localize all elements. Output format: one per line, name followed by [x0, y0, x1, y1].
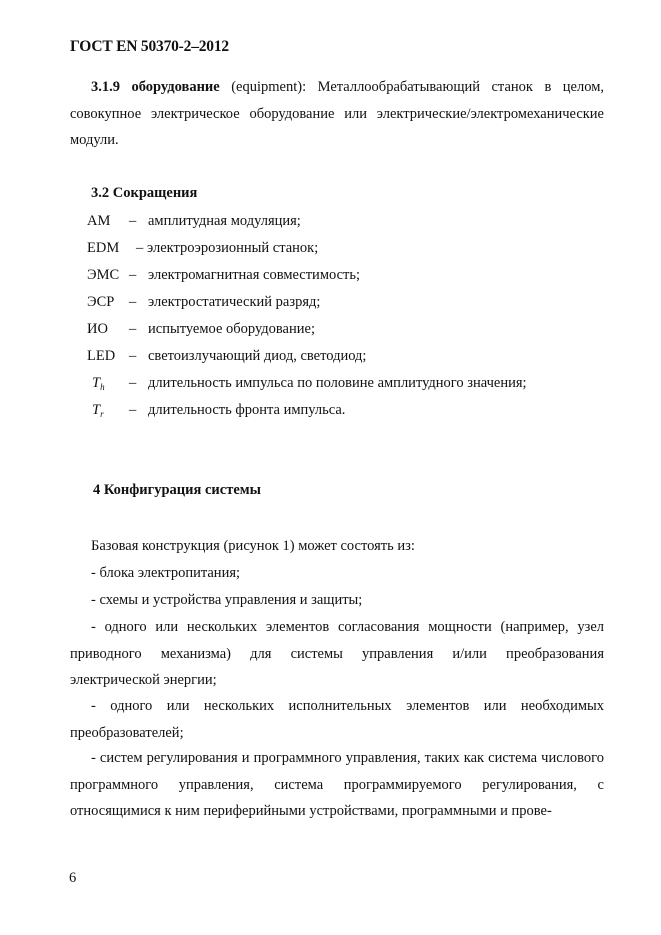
- abbreviation-term: ИО: [87, 321, 108, 337]
- abbreviation-dash: –: [136, 240, 144, 256]
- abbreviation-dash: –: [129, 267, 137, 283]
- definition-text-rest: совокупное электрическое оборудование или электрические/электромеханические модули.: [70, 105, 604, 148]
- abbreviation-dash: –: [129, 294, 137, 310]
- abbreviation-dash: –: [129, 348, 137, 364]
- definition-number: 3.1.9: [91, 79, 120, 95]
- list-item: - одного или нескольких исполнительных элементов или необходимых преобразователей;: [70, 698, 604, 741]
- abbreviation-definition: светоизлучающий диод, светодиод;: [148, 348, 367, 364]
- abbreviation-definition: электромагнитная совместимость;: [148, 267, 361, 283]
- abbreviation-definition: длительность фронта импульса.: [148, 402, 346, 418]
- abbreviation-dash: –: [129, 402, 137, 418]
- abbreviation-definition: испытуемое оборудование;: [148, 321, 315, 337]
- abbreviation-term: ЭМС: [87, 267, 120, 283]
- abbreviation-term: LED: [87, 348, 116, 364]
- list-item: - одного или нескольких элементов согласования мощности (например, узел приводного механизма) для системы управления и/или преобразования электрической энергии;: [70, 619, 604, 688]
- list-item: - блока электропитания;: [91, 565, 241, 581]
- abbreviation-term: $T_r$: [92, 402, 104, 419]
- abbreviations-title: 3.2 Сокращения: [91, 185, 198, 201]
- definition-text-line1: Металлообрабатывающий станок в целом,: [317, 79, 604, 95]
- section-4-intro: Базовая конструкция (рисунок 1) может состоять из:: [91, 538, 415, 554]
- abbreviation-definition: амплитудная модуляция;: [148, 213, 301, 229]
- abbreviation-term: $T_h$: [92, 375, 105, 392]
- definition-term: оборудование: [131, 79, 220, 95]
- abbreviation-term: AM: [87, 213, 111, 229]
- abbreviation-definition: электроэрозионный станок;: [147, 240, 319, 256]
- abbreviation-definition: электростатический разряд;: [148, 294, 321, 310]
- list-item: - схемы и устройства управления и защиты;: [91, 592, 363, 608]
- definition-paragraph: [70, 74, 604, 154]
- section-4-title: 4 Конфигурация системы: [93, 482, 261, 498]
- list-item: - систем регулирования и программного управления, таких как система числового программного управления, система программируемого регулирования, с относящимися к ним периферийными устройствами, программными и прове-: [70, 750, 604, 819]
- definition-english: (equipment):: [231, 79, 307, 95]
- document-header: ГОСТ EN 50370-2–2012: [70, 38, 229, 55]
- page-number: 6: [69, 870, 77, 886]
- abbreviation-term: ЭСР: [87, 294, 115, 310]
- abbreviation-dash: –: [129, 375, 137, 391]
- abbreviation-definition: длительность импульса по половине амплитудного значения;: [148, 375, 527, 391]
- abbreviation-dash: –: [129, 213, 137, 229]
- abbreviation-dash: –: [129, 321, 137, 337]
- abbreviation-term: EDM: [87, 240, 120, 256]
